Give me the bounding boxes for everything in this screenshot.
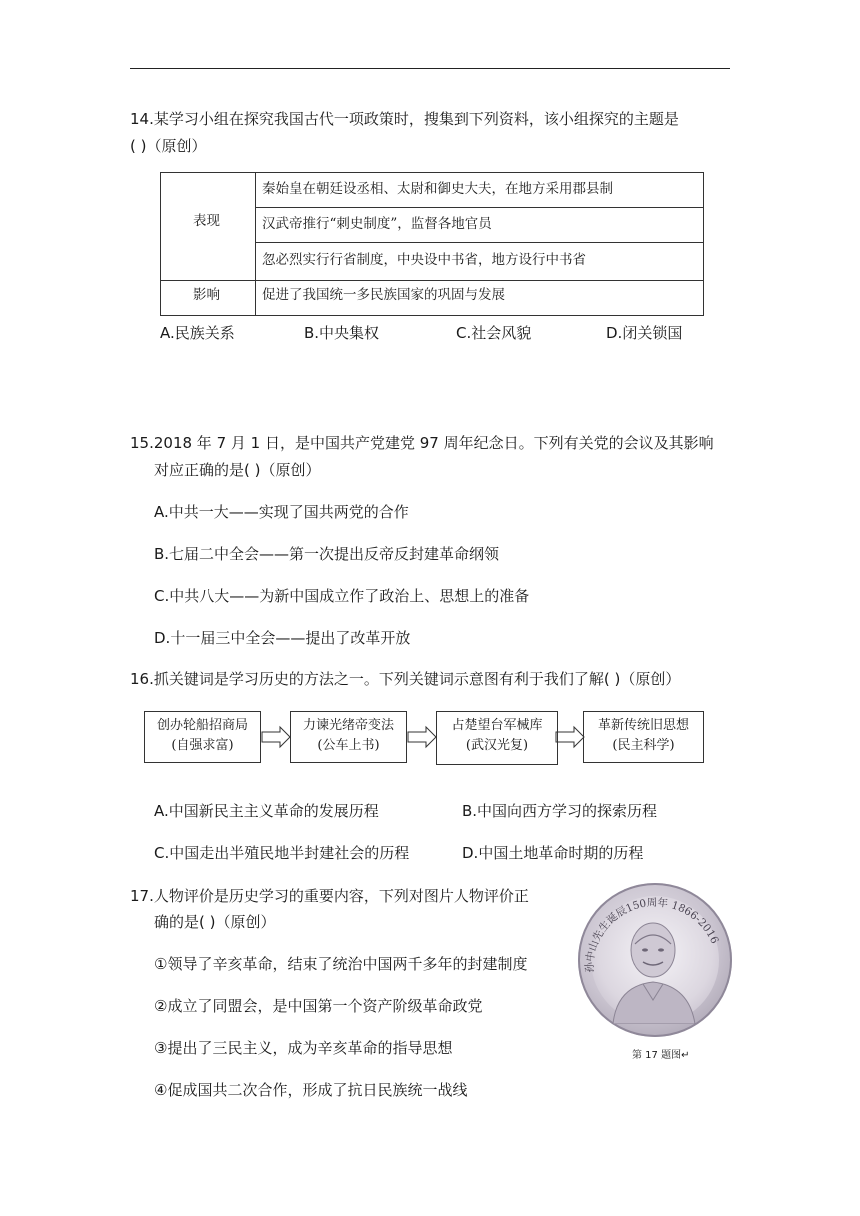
svg-text:孙中山先生诞辰150周年 1866-2016 <box>583 896 721 973</box>
flow-box-wuchang <box>436 711 558 765</box>
flow-arrow-icon <box>407 724 437 750</box>
table-row-divider <box>161 280 703 281</box>
flow-box-keyword: (自强求富) <box>171 738 234 753</box>
figure-caption: 第 17 题图↵ <box>632 1050 690 1061</box>
flow-box-self-strengthening <box>144 711 261 763</box>
flow-box-label: 占楚望台军械库 <box>451 718 543 733</box>
q15-option-b[interactable]: B.七届二中全会——第一次提出反帝反封建革命纲领 <box>154 545 500 563</box>
coin-inscription <box>578 883 732 1037</box>
q14-option-c[interactable]: C.社会风貌 <box>456 324 532 342</box>
flow-box-label: 创办轮船招商局 <box>156 718 248 733</box>
q14-option-b[interactable]: B.中央集权 <box>304 324 380 342</box>
flow-box-keyword: (武汉光复) <box>465 738 529 753</box>
q17-stem-line1: 17.人物评价是历史学习的重要内容，下列对图片人物评价正 <box>130 887 529 905</box>
flow-box-label: 力谏光绪帝变法 <box>302 718 394 733</box>
table-column-divider <box>255 173 256 315</box>
table-cell-qin: 秦始皇在朝廷设丞相、太尉和御史大夫，在地方采用郡县制 <box>262 181 613 197</box>
q15-stem-line2: 对应正确的是( )（原创） <box>154 461 321 479</box>
q15-option-a[interactable]: A.中共一大——实现了国共两党的合作 <box>154 503 409 521</box>
header-rule <box>130 68 730 69</box>
q14-table <box>160 172 704 316</box>
flow-arrow-icon <box>261 724 291 750</box>
table-label-influence: 影响 <box>193 287 220 303</box>
table-cell-influence: 促进了我国统一多民族国家的巩固与发展 <box>262 287 505 303</box>
coin-inscription-text: 孙中山先生诞辰150周年 1866-2016 <box>583 896 721 973</box>
flow-box-reform <box>290 711 407 763</box>
q16-option-c[interactable]: C.中国走出半殖民地半封建社会的历程 <box>154 844 410 862</box>
q14-option-a[interactable]: A.民族关系 <box>160 324 235 342</box>
table-label-performance: 表现 <box>193 213 220 229</box>
table-row-divider <box>255 207 703 208</box>
q15-option-c[interactable]: C.中共八大——为新中国成立作了政治上、思想上的准备 <box>154 587 530 605</box>
q14-stem-line1: 14.某学习小组在探究我国古代一项政策时，搜集到下列资料，该小组探究的主题是 <box>130 110 679 128</box>
flow-box-keyword: (民主科学) <box>612 738 675 753</box>
commemorative-coin-image <box>578 883 732 1037</box>
q17-statement-2: ②成立了同盟会，是中国第一个资产阶级革命政党 <box>154 997 483 1015</box>
q16-option-a[interactable]: A.中国新民主主义革命的发展历程 <box>154 802 379 820</box>
table-cell-han: 汉武帝推行“刺史制度”，监督各地官员 <box>262 216 492 232</box>
q17-stem-line2: 确的是( )（原创） <box>154 913 276 931</box>
q17-statement-4: ④促成国共二次合作，形成了抗日民族统一战线 <box>154 1081 468 1099</box>
flow-box-keyword: (公车上书) <box>317 738 380 753</box>
q16-option-b[interactable]: B.中国向西方学习的探索历程 <box>462 802 658 820</box>
q16-option-d[interactable]: D.中国土地革命时期的历程 <box>462 844 644 862</box>
q16-stem: 16.抓关键词是学习历史的方法之一。下列关键词示意图有利于我们了解( )（原创） <box>130 670 681 688</box>
flow-arrow-icon <box>555 724 585 750</box>
table-cell-yuan: 忽必烈实行行省制度，中央设中书省，地方设行中书省 <box>262 252 586 268</box>
table-row-divider <box>255 242 703 243</box>
flow-box-new-culture <box>583 711 704 763</box>
q15-option-d[interactable]: D.十一届三中全会——提出了改革开放 <box>154 629 411 647</box>
q17-statement-1: ①领导了辛亥革命，结束了统治中国两千多年的封建制度 <box>154 955 528 973</box>
q15-stem-line1: 15.2018 年 7 月 1 日，是中国共产党建党 97 周年纪念日。下列有关党的会议及其影响 <box>130 434 714 452</box>
flow-box-label: 革新传统旧思想 <box>597 718 689 733</box>
q14-stem-line2: ( )（原创） <box>130 137 207 155</box>
q14-option-d[interactable]: D.闭关锁国 <box>606 324 683 342</box>
q17-statement-3: ③提出了三民主义，成为辛亥革命的指导思想 <box>154 1039 453 1057</box>
